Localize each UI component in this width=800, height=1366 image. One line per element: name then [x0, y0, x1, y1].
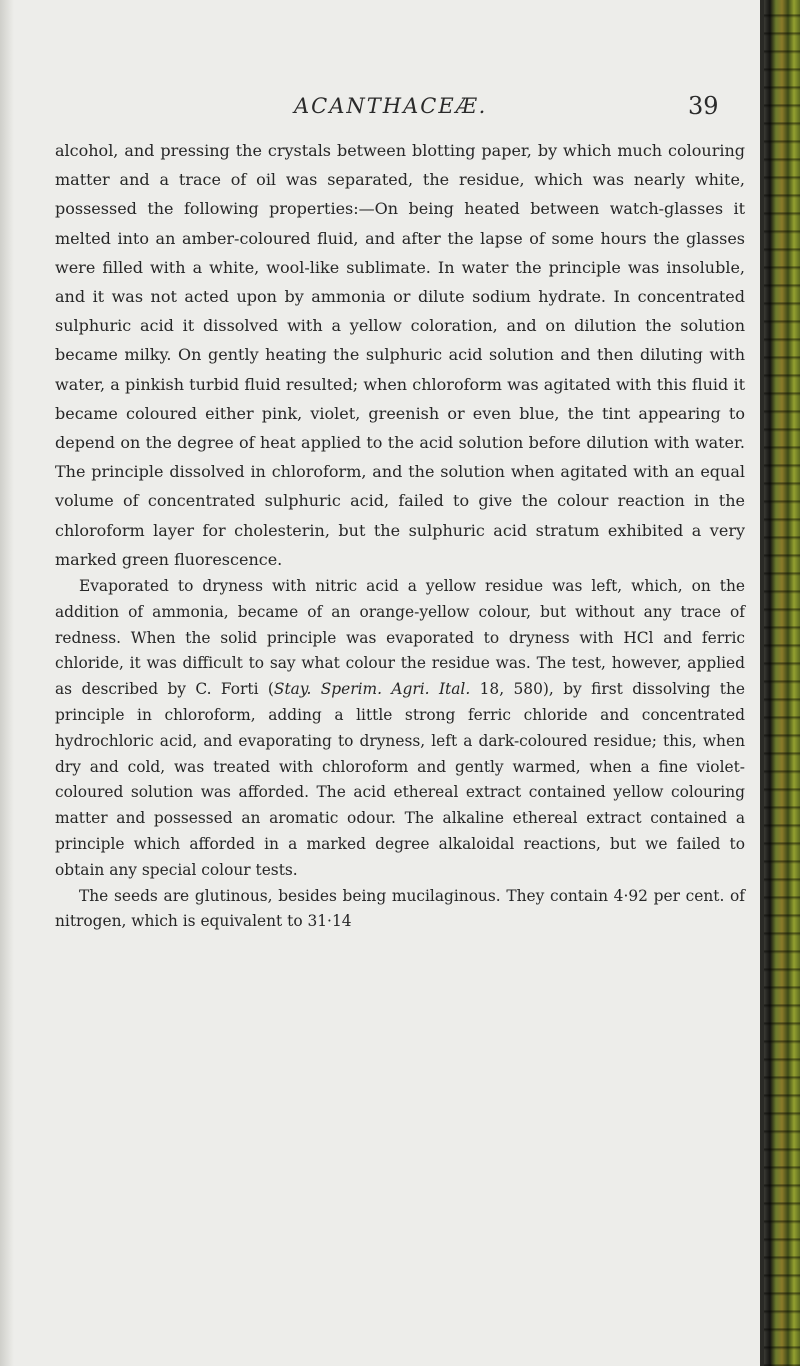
citation-journal: Stay. Sperim. Agri. Ital.: [273, 680, 471, 699]
page-number: 39: [688, 92, 719, 120]
paragraph-2-text-before: Evaporated to dryness with nitric acid a yellow residue was left, which, on the addition of ammonia, became of an orange-yellow colour, but without any trace of redness. When the solid principle was evaporated to dryness with HCl and ferric chloride, it was difficult to say what colour the residue was. The test, however, applied as described by C. Forti (: [55, 577, 745, 699]
adjacent-page-edge-texture: [764, 0, 800, 1366]
paragraph-3: The seeds are glutinous, besides being mucilaginous. They contain 4·92 per cent. of nitrogen, which is equivalent to 31·14: [55, 886, 745, 931]
paragraph-2-text-after: 18, 580), by first dissolving the principle in chloroform, adding a little strong ferric chloride and concentrated hydrochloric acid, and evaporating to dryness, left a dark-coloured residue; this, when dry and cold, was treated with chloroform and gently warmed, when a fine violet-coloured solution was afforded. The acid ethereal extract contained yellow colouring matter and possessed an aromatic odour. The alkaline ethereal extract contained a principle which afforded in a marked degree alkaloidal reactions, but we failed to obtain any special colour tests.: [55, 680, 746, 879]
body-text: [55, 136, 745, 935]
running-title: ACANTHACEÆ.: [294, 94, 488, 118]
paragraph-1: alcohol, and pressing the crystals between blotting paper, by which much colouring matter and a trace of oil was separated, the residue, which was nearly white, possessed the following properties:—On being heated between watch-glasses it melted into an amber-coloured fluid, and after the lapse of some hours the glasses were filled with a white, wool-like sublimate. In water the principle was insoluble, and it was not acted upon by ammonia or dilute sodium hydrate. In concentrated sulphuric acid it dissolved with a yellow coloration, and on dilution the solution became milky. On gently heating the sulphuric acid solution and then diluting with water, a pinkish turbid fluid resulted; when chloroform was agitated with this fluid it became coloured either pink, violet, greenish or even blue, the tint appearing to depend on the degree of heat applied to the acid solution before dilution with water. The principle dissolved in chloroform, and the solution when agitated with an equal volume of concentrated sulphuric acid, failed to give the colour reaction in the chloroform layer for cholesterin, but the sulphuric acid stratum exhibited a very marked green fluorescence.: [55, 141, 745, 569]
page-left-shadow: [0, 0, 14, 1366]
paragraph-2: [55, 574, 745, 884]
running-head: [0, 94, 766, 124]
